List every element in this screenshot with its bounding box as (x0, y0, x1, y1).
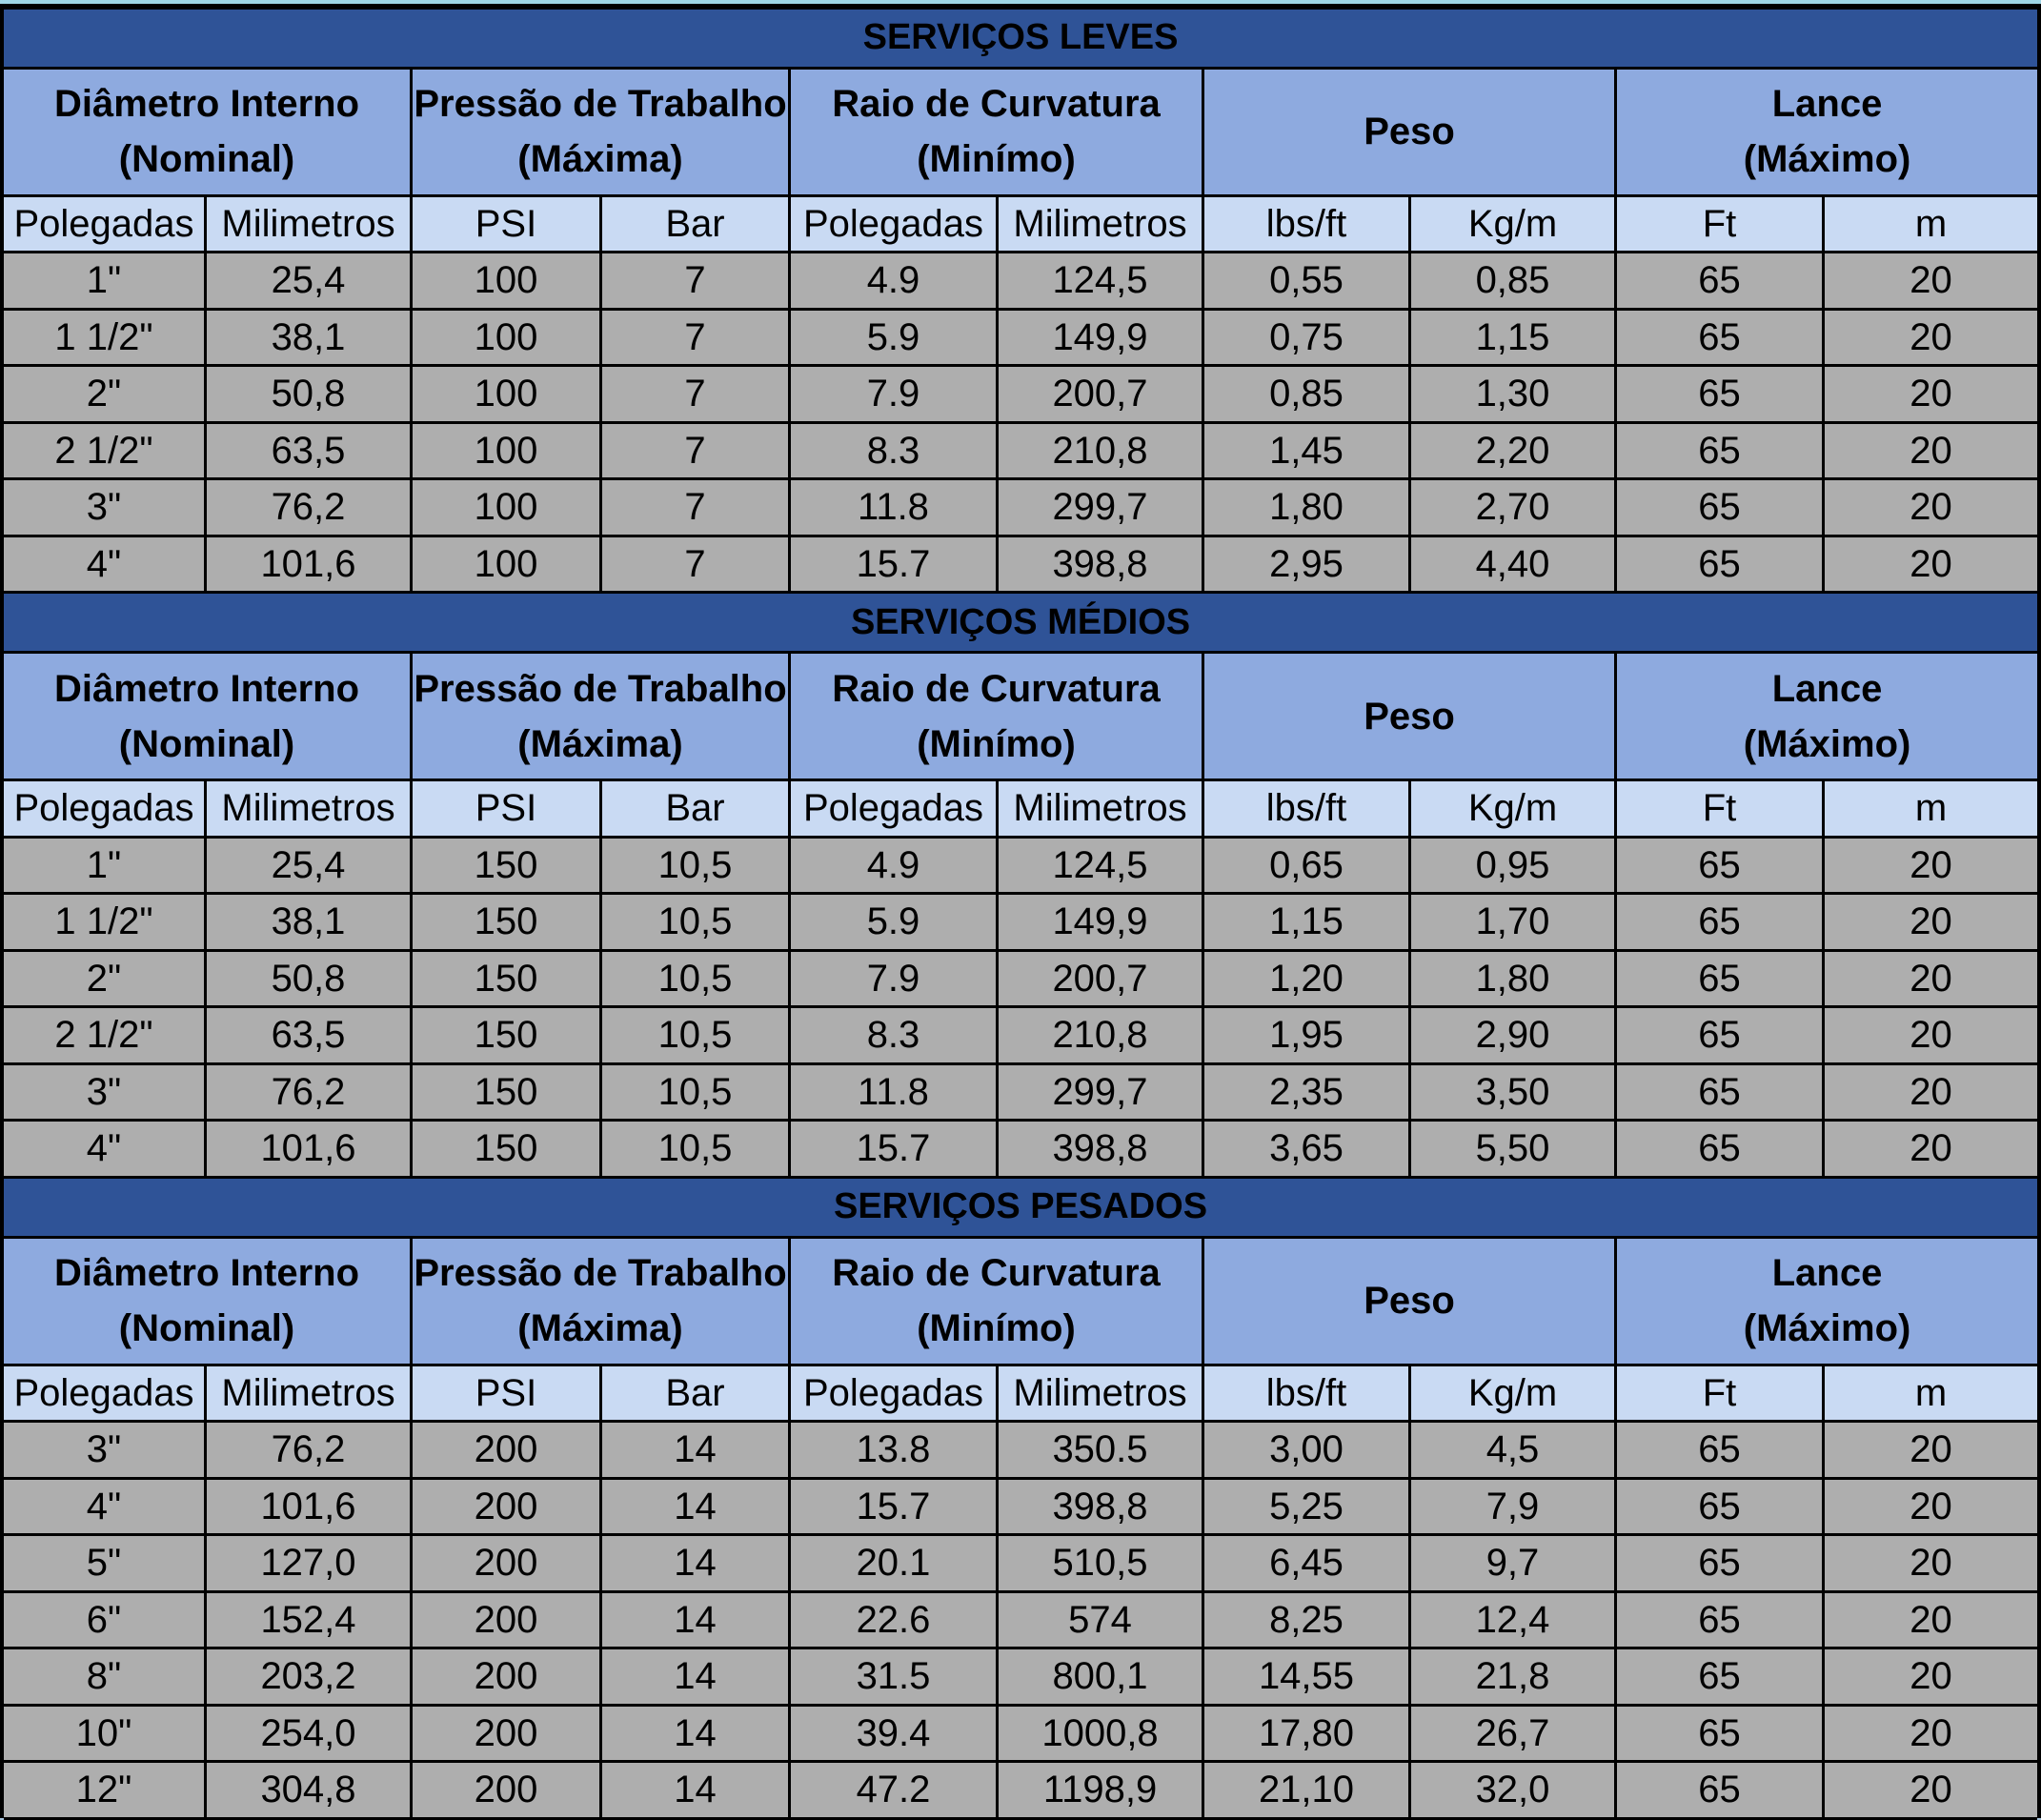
table-cell: 76,2 (207, 1065, 413, 1122)
header-diametro-interno (4, 1239, 413, 1366)
table-cell: 20 (1825, 1593, 2037, 1650)
table-cell: 50,8 (207, 367, 413, 424)
table-cell: 150 (413, 952, 602, 1009)
table-row (4, 1536, 2037, 1593)
table-cell: 3,65 (1204, 1122, 1411, 1179)
table-row (4, 1065, 2037, 1122)
table-cell: 210,8 (999, 1008, 1204, 1065)
table-cell: 65 (1617, 480, 1825, 537)
table-cell: 100 (413, 537, 602, 595)
table-cell: 127,0 (207, 1536, 413, 1593)
table-cell: 5.9 (791, 895, 999, 952)
table-cell: 0,85 (1204, 367, 1411, 424)
header-raio-curvatura (791, 654, 1204, 781)
table-cell: 200 (413, 1649, 602, 1707)
table-cell: 1,95 (1204, 1008, 1411, 1065)
table-cell: 1,70 (1411, 895, 1617, 952)
table-cell: 47.2 (791, 1763, 999, 1820)
table-cell: 1,15 (1204, 895, 1411, 952)
unit-header: lbs/ft (1204, 1366, 1411, 1424)
table-cell: 150 (413, 839, 602, 896)
header-peso (1204, 70, 1617, 197)
header-peso-line1: Peso (1364, 1280, 1455, 1323)
table-cell: 200 (413, 1593, 602, 1650)
table-cell: 200 (413, 1763, 602, 1820)
header-raio-line2: (Minímo) (917, 138, 1076, 181)
table-cell: 210,8 (999, 424, 1204, 481)
table-cell: 65 (1617, 1065, 1825, 1122)
table-row (4, 253, 2037, 311)
table-cell: 1,15 (1411, 311, 1617, 368)
header-peso (1204, 654, 1617, 781)
table-cell: 3" (4, 1065, 207, 1122)
table-cell: 398,8 (999, 1480, 1204, 1537)
table-cell: 101,6 (207, 1480, 413, 1537)
table-cell: 4" (4, 1480, 207, 1537)
unit-header: lbs/ft (1204, 197, 1411, 254)
table-cell: 12" (4, 1763, 207, 1820)
unit-header: Kg/m (1411, 781, 1617, 839)
table-cell: 20 (1825, 537, 2037, 595)
table-cell: 10,5 (602, 1008, 791, 1065)
table-row (4, 1423, 2037, 1480)
table-cell: 2,20 (1411, 424, 1617, 481)
table-cell: 25,4 (207, 253, 413, 311)
table-cell: 76,2 (207, 1423, 413, 1480)
table-cell: 8" (4, 1649, 207, 1707)
unit-header: m (1825, 781, 2037, 839)
table-cell: 100 (413, 253, 602, 311)
table-cell: 2" (4, 367, 207, 424)
section-title-row (4, 594, 2037, 654)
table-cell: 12,4 (1411, 1593, 1617, 1650)
header-raio-line1: Raio de Curvatura (832, 667, 1161, 710)
table-cell: 20 (1825, 424, 2037, 481)
table-cell: 5.9 (791, 311, 999, 368)
table-row (4, 480, 2037, 537)
table-cell: 10,5 (602, 839, 791, 896)
table-cell: 20 (1825, 480, 2037, 537)
table-cell: 65 (1617, 424, 1825, 481)
header-lance (1617, 654, 2037, 781)
table-cell: 20 (1825, 1008, 2037, 1065)
section-title-row (4, 10, 2037, 70)
table-cell: 398,8 (999, 1122, 1204, 1179)
unit-header: Polegadas (4, 1366, 207, 1424)
table-cell: 20 (1825, 1707, 2037, 1764)
table-cell: 7 (602, 367, 791, 424)
table-cell: 10,5 (602, 952, 791, 1009)
table-cell: 5,50 (1411, 1122, 1617, 1179)
table-cell: 124,5 (999, 839, 1204, 896)
table-cell: 0,65 (1204, 839, 1411, 896)
unit-header: Milimetros (207, 1366, 413, 1424)
unit-header: Polegadas (4, 781, 207, 839)
spec-table-body (4, 10, 2037, 1820)
table-row (4, 1122, 2037, 1179)
unit-header: Kg/m (1411, 197, 1617, 254)
table-cell: 14 (602, 1423, 791, 1480)
unit-header-row (4, 197, 2037, 254)
unit-header: Milimetros (207, 781, 413, 839)
table-row (4, 1707, 2037, 1764)
table-cell: 1,80 (1204, 480, 1411, 537)
table-row (4, 1649, 2037, 1707)
table-cell: 149,9 (999, 895, 1204, 952)
table-cell: 10" (4, 1707, 207, 1764)
table-cell: 200 (413, 1480, 602, 1537)
table-cell: 101,6 (207, 537, 413, 595)
group-header-row (4, 70, 2037, 197)
unit-header: Polegadas (791, 781, 999, 839)
table-cell: 14 (602, 1649, 791, 1707)
table-row (4, 1593, 2037, 1650)
table-cell: 65 (1617, 1649, 1825, 1707)
section-title: SERVIÇOS PESADOS (4, 1179, 2037, 1239)
table-cell: 10,5 (602, 895, 791, 952)
table-cell: 14 (602, 1593, 791, 1650)
table-cell: 65 (1617, 1480, 1825, 1537)
table-cell: 4.9 (791, 253, 999, 311)
table-cell: 31.5 (791, 1649, 999, 1707)
unit-header: m (1825, 1366, 2037, 1424)
header-lance-line1: Lance (1771, 667, 1883, 710)
table-cell: 21,8 (1411, 1649, 1617, 1707)
unit-header: Ft (1617, 197, 1825, 254)
table-cell: 14 (602, 1763, 791, 1820)
header-raio-line2: (Minímo) (917, 722, 1076, 765)
table-row (4, 311, 2037, 368)
header-pressao-trabalho (413, 654, 791, 781)
header-diametro-interno (4, 654, 413, 781)
table-cell: 4,40 (1411, 537, 1617, 595)
table-cell: 11.8 (791, 480, 999, 537)
header-peso (1204, 1239, 1617, 1366)
header-lance-line1: Lance (1771, 83, 1883, 126)
table-cell: 6,45 (1204, 1536, 1411, 1593)
table-cell: 510,5 (999, 1536, 1204, 1593)
table-cell: 1,80 (1411, 952, 1617, 1009)
header-raio-line1: Raio de Curvatura (832, 1252, 1161, 1295)
table-cell: 63,5 (207, 424, 413, 481)
header-pressao-line2: (Máxima) (517, 138, 683, 181)
unit-header: Polegadas (791, 1366, 999, 1424)
table-cell: 2,70 (1411, 480, 1617, 537)
hose-spec-table (4, 10, 2037, 1820)
unit-header-row (4, 781, 2037, 839)
table-cell: 39.4 (791, 1707, 999, 1764)
table-cell: 8.3 (791, 1008, 999, 1065)
table-cell: 7.9 (791, 367, 999, 424)
table-cell: 20 (1825, 1065, 2037, 1122)
table-cell: 7,9 (1411, 1480, 1617, 1537)
unit-header: Ft (1617, 781, 1825, 839)
header-lance-line1: Lance (1771, 1252, 1883, 1295)
header-diametro-line2: (Nominal) (118, 1307, 295, 1350)
table-cell: 254,0 (207, 1707, 413, 1764)
table-cell: 15.7 (791, 1122, 999, 1179)
table-cell: 150 (413, 895, 602, 952)
table-row (4, 537, 2037, 595)
header-pressao-line2: (Máxima) (517, 1307, 683, 1350)
table-cell: 101,6 (207, 1122, 413, 1179)
header-peso-line1: Peso (1364, 111, 1455, 153)
table-cell: 20 (1825, 1763, 2037, 1820)
table-cell: 14,55 (1204, 1649, 1411, 1707)
table-cell: 800,1 (999, 1649, 1204, 1707)
table-cell: 574 (999, 1593, 1204, 1650)
header-pressao-line2: (Máxima) (517, 722, 683, 765)
header-diametro-line2: (Nominal) (118, 138, 295, 181)
table-cell: 152,4 (207, 1593, 413, 1650)
table-cell: 7 (602, 253, 791, 311)
unit-header: m (1825, 197, 2037, 254)
header-raio-line1: Raio de Curvatura (832, 83, 1161, 126)
table-cell: 14 (602, 1707, 791, 1764)
table-cell: 2,35 (1204, 1065, 1411, 1122)
table-cell: 299,7 (999, 480, 1204, 537)
table-cell: 8,25 (1204, 1593, 1411, 1650)
table-cell: 100 (413, 367, 602, 424)
group-header-row (4, 1239, 2037, 1366)
table-cell: 20.1 (791, 1536, 999, 1593)
header-diametro-line1: Diâmetro Interno (53, 83, 360, 126)
table-cell: 7 (602, 424, 791, 481)
table-cell: 2" (4, 952, 207, 1009)
table-cell: 1198,9 (999, 1763, 1204, 1820)
table-cell: 200 (413, 1707, 602, 1764)
table-cell: 1000,8 (999, 1707, 1204, 1764)
table-cell: 20 (1825, 895, 2037, 952)
header-pressao-line1: Pressão de Trabalho (414, 1252, 787, 1295)
table-cell: 8.3 (791, 424, 999, 481)
table-cell: 203,2 (207, 1649, 413, 1707)
table-cell: 5,25 (1204, 1480, 1411, 1537)
unit-header: Milimetros (999, 781, 1204, 839)
unit-header: lbs/ft (1204, 781, 1411, 839)
table-cell: 0,75 (1204, 311, 1411, 368)
unit-header: Bar (602, 781, 791, 839)
table-cell: 200,7 (999, 367, 1204, 424)
table-cell: 4" (4, 1122, 207, 1179)
table-cell: 20 (1825, 952, 2037, 1009)
unit-header: Polegadas (791, 197, 999, 254)
table-cell: 20 (1825, 1480, 2037, 1537)
section-title: SERVIÇOS MÉDIOS (4, 594, 2037, 654)
header-raio-curvatura (791, 70, 1204, 197)
table-cell: 2,90 (1411, 1008, 1617, 1065)
table-cell: 10,5 (602, 1065, 791, 1122)
unit-header-row (4, 1366, 2037, 1424)
header-diametro-line1: Diâmetro Interno (53, 667, 360, 710)
table-cell: 20 (1825, 1122, 2037, 1179)
table-cell: 65 (1617, 1122, 1825, 1179)
table-row (4, 839, 2037, 896)
table-cell: 299,7 (999, 1065, 1204, 1122)
table-cell: 65 (1617, 952, 1825, 1009)
table-cell: 65 (1617, 839, 1825, 896)
table-cell: 350.5 (999, 1423, 1204, 1480)
table-cell: 65 (1617, 1423, 1825, 1480)
table-cell: 65 (1617, 1763, 1825, 1820)
header-pressao-line1: Pressão de Trabalho (414, 667, 787, 710)
table-cell: 10,5 (602, 1122, 791, 1179)
table-cell: 13.8 (791, 1423, 999, 1480)
table-cell: 4.9 (791, 839, 999, 896)
unit-header: Milimetros (207, 197, 413, 254)
section-title: SERVIÇOS LEVES (4, 10, 2037, 70)
table-cell: 7 (602, 480, 791, 537)
table-cell: 1,20 (1204, 952, 1411, 1009)
header-diametro-interno (4, 70, 413, 197)
unit-header: Milimetros (999, 197, 1204, 254)
header-diametro-line2: (Nominal) (118, 722, 295, 765)
table-cell: 20 (1825, 1536, 2037, 1593)
table-cell: 200,7 (999, 952, 1204, 1009)
table-cell: 17,80 (1204, 1707, 1411, 1764)
table-cell: 2,95 (1204, 537, 1411, 595)
table-cell: 149,9 (999, 311, 1204, 368)
table-cell: 15.7 (791, 537, 999, 595)
table-cell: 100 (413, 311, 602, 368)
table-cell: 65 (1617, 537, 1825, 595)
table-cell: 7 (602, 537, 791, 595)
table-cell: 100 (413, 480, 602, 537)
table-row (4, 952, 2037, 1009)
table-cell: 50,8 (207, 952, 413, 1009)
unit-header: Kg/m (1411, 1366, 1617, 1424)
table-cell: 124,5 (999, 253, 1204, 311)
table-cell: 22.6 (791, 1593, 999, 1650)
table-cell: 150 (413, 1065, 602, 1122)
table-cell: 14 (602, 1480, 791, 1537)
unit-header: PSI (413, 781, 602, 839)
table-cell: 65 (1617, 1536, 1825, 1593)
table-cell: 20 (1825, 1649, 2037, 1707)
table-cell: 7.9 (791, 952, 999, 1009)
header-lance (1617, 70, 2037, 197)
table-cell: 2 1/2" (4, 424, 207, 481)
table-cell: 1,30 (1411, 367, 1617, 424)
header-pressao-trabalho (413, 70, 791, 197)
table-cell: 398,8 (999, 537, 1204, 595)
header-lance-line2: (Máximo) (1743, 722, 1911, 765)
header-diametro-line1: Diâmetro Interno (53, 1252, 360, 1295)
table-cell: 65 (1617, 1593, 1825, 1650)
table-cell: 26,7 (1411, 1707, 1617, 1764)
table-cell: 11.8 (791, 1065, 999, 1122)
table-cell: 38,1 (207, 311, 413, 368)
table-cell: 14 (602, 1536, 791, 1593)
table-cell: 1" (4, 839, 207, 896)
header-raio-curvatura (791, 1239, 1204, 1366)
table-cell: 65 (1617, 1707, 1825, 1764)
table-cell: 2 1/2" (4, 1008, 207, 1065)
table-cell: 20 (1825, 253, 2037, 311)
header-lance-line2: (Máximo) (1743, 138, 1911, 181)
table-cell: 65 (1617, 367, 1825, 424)
table-cell: 76,2 (207, 480, 413, 537)
table-row (4, 367, 2037, 424)
header-lance-line2: (Máximo) (1743, 1307, 1911, 1350)
table-cell: 21,10 (1204, 1763, 1411, 1820)
table-cell: 5" (4, 1536, 207, 1593)
unit-header: PSI (413, 197, 602, 254)
table-cell: 4" (4, 537, 207, 595)
table-row (4, 1480, 2037, 1537)
table-cell: 25,4 (207, 839, 413, 896)
table-cell: 65 (1617, 895, 1825, 952)
table-cell: 65 (1617, 311, 1825, 368)
table-cell: 0,95 (1411, 839, 1617, 896)
table-row (4, 1763, 2037, 1820)
table-row (4, 424, 2037, 481)
unit-header: Bar (602, 197, 791, 254)
unit-header: Polegadas (4, 197, 207, 254)
table-cell: 32,0 (1411, 1763, 1617, 1820)
table-cell: 3,00 (1204, 1423, 1411, 1480)
table-cell: 4,5 (1411, 1423, 1617, 1480)
table-cell: 200 (413, 1536, 602, 1593)
table-cell: 0,55 (1204, 253, 1411, 311)
table-cell: 0,85 (1411, 253, 1617, 311)
table-cell: 9,7 (1411, 1536, 1617, 1593)
group-header-row (4, 654, 2037, 781)
header-lance (1617, 1239, 2037, 1366)
table-cell: 65 (1617, 1008, 1825, 1065)
header-pressao-line1: Pressão de Trabalho (414, 83, 787, 126)
table-cell: 20 (1825, 367, 2037, 424)
table-cell: 7 (602, 311, 791, 368)
table-cell: 150 (413, 1122, 602, 1179)
table-row (4, 895, 2037, 952)
table-cell: 100 (413, 424, 602, 481)
table-cell: 200 (413, 1423, 602, 1480)
header-peso-line1: Peso (1364, 695, 1455, 738)
table-cell: 1 1/2" (4, 895, 207, 952)
unit-header: Bar (602, 1366, 791, 1424)
table-row (4, 1008, 2037, 1065)
table-cell: 65 (1617, 253, 1825, 311)
table-cell: 6" (4, 1593, 207, 1650)
table-cell: 20 (1825, 839, 2037, 896)
header-pressao-trabalho (413, 1239, 791, 1366)
table-cell: 1,45 (1204, 424, 1411, 481)
table-cell: 304,8 (207, 1763, 413, 1820)
table-cell: 38,1 (207, 895, 413, 952)
table-cell: 63,5 (207, 1008, 413, 1065)
table-cell: 3,50 (1411, 1065, 1617, 1122)
table-cell: 3" (4, 480, 207, 537)
table-cell: 1" (4, 253, 207, 311)
header-raio-line2: (Minímo) (917, 1307, 1076, 1350)
table-cell: 3" (4, 1423, 207, 1480)
unit-header: PSI (413, 1366, 602, 1424)
table-cell: 20 (1825, 1423, 2037, 1480)
unit-header: Ft (1617, 1366, 1825, 1424)
unit-header: Milimetros (999, 1366, 1204, 1424)
table-cell: 150 (413, 1008, 602, 1065)
table-cell: 15.7 (791, 1480, 999, 1537)
table-cell: 1 1/2" (4, 311, 207, 368)
table-cell: 20 (1825, 311, 2037, 368)
section-title-row (4, 1179, 2037, 1239)
